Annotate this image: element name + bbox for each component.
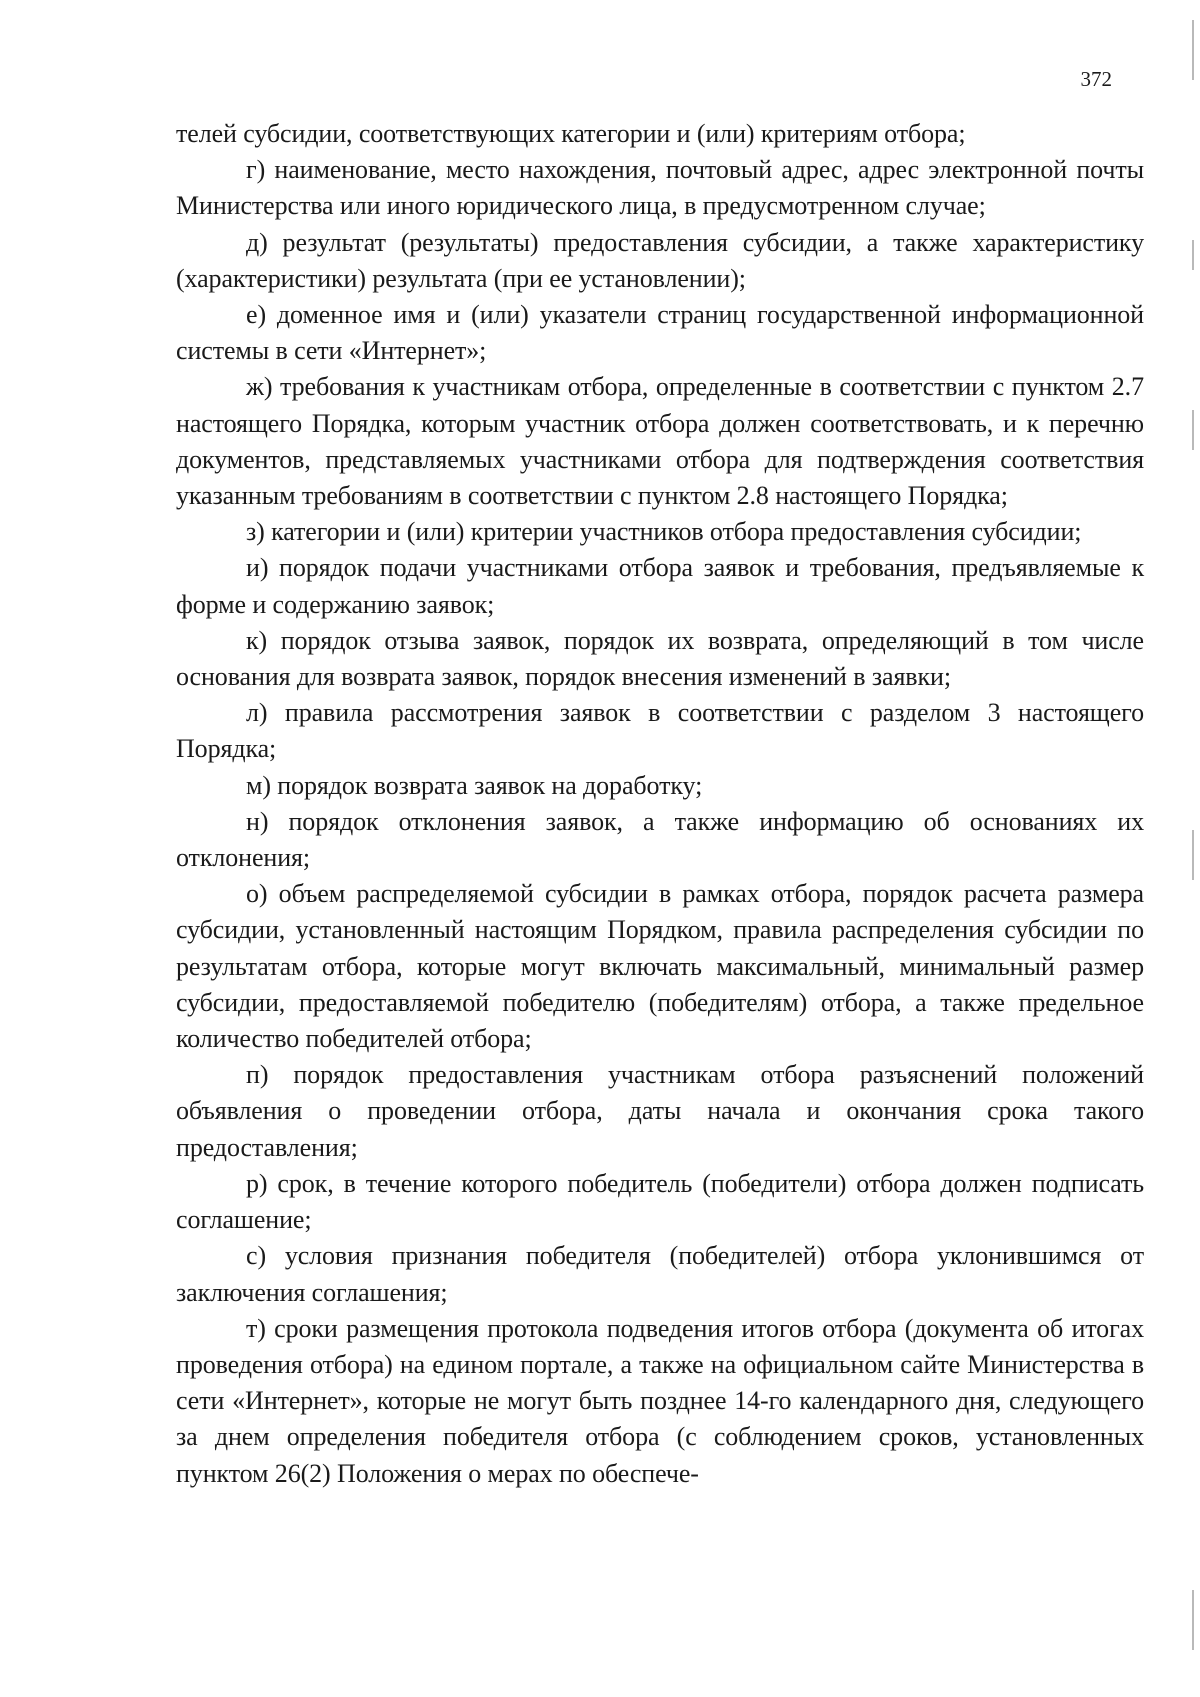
paragraph-item-e: е) доменное имя и (или) указатели страниц государственной информационной системы в сети «Интернет»; bbox=[176, 300, 1144, 366]
paragraph-item-g: г) наименование, место нахождения, почтовый адрес, адрес электронной почты Министерства или иного юридического лица, в предусмотренном случае; bbox=[176, 155, 1144, 221]
paragraph-item-zh: ж) требования к участникам отбора, определенные в соответствии с пунктом 2.7 настоящего Порядка, которым участник отбора должен соответствовать, и к перечню документов, представляемых участниками отбора для подтверждения соответствия указанным требованиям в соответствии с пунктом 2.8 настоящего Порядка; bbox=[176, 372, 1144, 511]
paragraph-item-o: о) объем распределяемой субсидии в рамках отбора, порядок расчета размера субсидии, установленный настоящим Порядком, правила распределения субсидии по результатам отбора, которые могут включать максимальный, минимальный размер субсидии, предоставляемой победителю (победителям) отбора, а также предельное количество победителей отбора; bbox=[176, 879, 1144, 1054]
paragraph-item-m: м) порядок возврата заявок на доработку; bbox=[246, 770, 703, 800]
scan-edge-mark bbox=[1192, 240, 1194, 270]
paragraph-continuation: телей субсидии, соответствующих категории и (или) критериям отбора; bbox=[176, 119, 966, 148]
scan-edge-mark bbox=[1192, 410, 1194, 450]
paragraph-item-k: к) порядок отзыва заявок, порядок их возврата, определяющий в том числе основания для возврата заявок, порядок внесения изменений в заявки; bbox=[176, 625, 1144, 692]
paragraph-item-s: с) условия признания победителя (победителей) отбора уклонившимся от заключения соглашения; bbox=[176, 1241, 1144, 1307]
paragraph-item-r: р) срок, в течение которого победитель (победители) отбора должен подписать соглашение; bbox=[176, 1168, 1144, 1235]
scan-edge-mark bbox=[1192, 20, 1194, 80]
page-number: 372 bbox=[1080, 67, 1112, 91]
scan-edge-mark bbox=[1192, 830, 1194, 880]
scan-edge-mark bbox=[1192, 1590, 1194, 1650]
paragraph-item-i: и) порядок подачи участниками отбора заявок и требования, предъявляемые к форме и содержанию заявок; bbox=[176, 553, 1144, 619]
paragraph-item-p: п) порядок предоставления участникам отбора разъяснений положений объявления о проведении отбора, даты начала и окончания срока такого предоставления; bbox=[176, 1060, 1144, 1162]
paragraph-item-t: т) сроки размещения протокола подведения итогов отбора (документа об итогах проведения отбора) на едином портале, а также на официальном сайте Министерства в сети «Интернет», которые не могут быть позднее 14-го календарного дня, следующего за днем определения победителя отбора (с соблюдением сроков, установленных пунктом 26(2) Положения о мерах по обеспече- bbox=[176, 1313, 1144, 1488]
paragraph-item-z: з) категории и (или) критерии участников отбора предоставления субсидии; bbox=[246, 517, 1082, 547]
paragraph-item-d: д) результат (результаты) предоставления субсидии, а также характеристику (характеристики) результата (при ее установлении); bbox=[176, 227, 1144, 293]
paragraph-item-l: л) правила рассмотрения заявок в соответствии с разделом 3 настоящего Порядка; bbox=[176, 698, 1144, 764]
document-body bbox=[176, 116, 1144, 1492]
paragraph-item-n: н) порядок отклонения заявок, а также информацию об основаниях их отклонения; bbox=[176, 806, 1144, 873]
